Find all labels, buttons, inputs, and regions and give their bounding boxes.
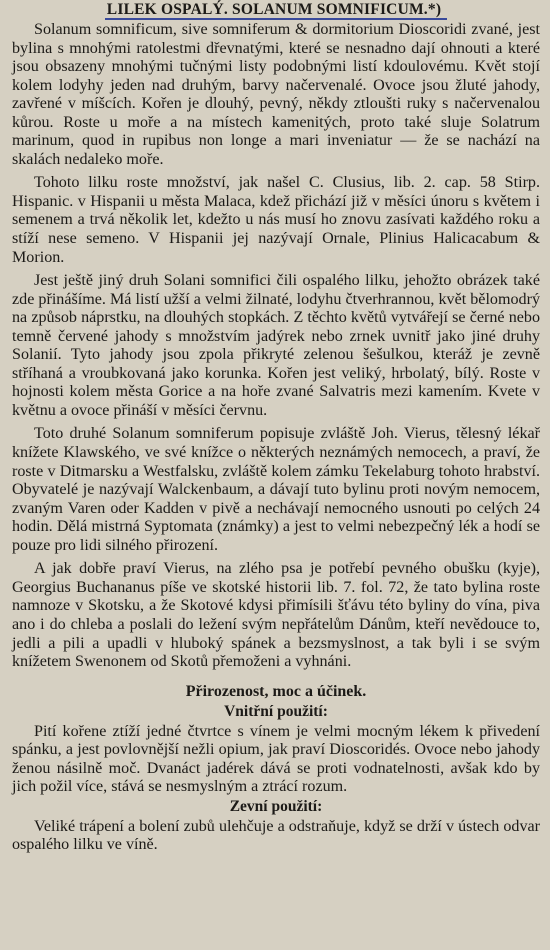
paragraph-clusius: Tohoto lilku roste množství, jak našel C. Clusius, lib. 2. cap. 58 Stirp. Hispanic. v Hispanii u města Malaca, kdež přichází již v měsíci únoru s květem i semenem a trvá několik let, kdežto u nás musí ho znovu zasívati každého roku a stíží nese semeno. V Hispanii jej nazývají Ornale, Plinius Halicacabum & Morion. xyxy=(12,174,540,266)
external-use-heading: Zevní použití: xyxy=(229,797,323,815)
external-use-text: Veliké trápení a bolení zubů ulehčuje a odstraňuje, když se drží v ústech odvar ospalého lilku ve víně. xyxy=(12,817,540,854)
paragraph-buchananus: A jak dobře praví Vierus, na zlého psa je potřebí pevného obušku (kyje), Georgius Buchananus píše ve skotské historii lib. 7. fol. 72, že tato bylina roste namnoze v Skotsku, a že Skotové kdysi přimísili šťávu této byliny do vína, piva ano i do chleba a poslali do ležení svým nepřátelům Dánům, kteří nevědouce to, jedli a pili a upadli v hluboký spánek a bezsmyslnost, a tak byli i se svým knížetem Swenonem od Skotů přemoženi a vyhnáni. xyxy=(12,560,540,671)
internal-use-heading: Vnitřní použití: xyxy=(224,702,328,720)
section-heading: Přirozenost, moc a účinek. xyxy=(185,682,367,700)
internal-use-text: Pití kořene ztíží jedné čtvrtce s vínem je velmi mocným lékem k přivedení spánku, a jest povlovnější nežli opium, jak praví Dioscoridés. Ovoce nebo jahody ženou násilně moč. Dvanáct jadérek dává se proti vodnatelnosti, avšak kdo by jich požil více, stává se nesmyslným a ztrácí rozum. xyxy=(12,722,540,796)
paragraph-description: Solanum somnificum, sive somniferum & dormitorium Dioscoridi zvané, jest bylina s mnohými ratolestmi dřevnatými, které se nesnadno dají ohnouti a které jsou obsazeny mnohými tučnými listy podobnými listí kdoulovému. Květ stojí kolem lodyhy jeden nad druhým, barvy načervenalé. Ovoce jsou žluté jahody, zavřené v míšcích. Kořen je dlouhý, pevný, někdy ztloušti ruky s načervenalou kůrou. Roste u moře a na místech kamenitých, proto také sluje Solatrum marinum, quod in rupibus non longe a mari inveniatur — že se nachází na skalách nedaleko moře. xyxy=(12,21,540,168)
paragraph-vierus: Toto druhé Solanum somniferum popisuje zvláště Joh. Vierus, tělesný lékař knížete Klawského, ve své knížce o některých neznámých nemocech, a praví, že roste v Ditmarsku a Westfalsku, zvláště kolem zámku Tekelaburg tohoto hrabství. Obyvatelé je nazývají Walckenbaum, a dávají tuto bylinu proti novým nemocem, zvaným Varen oder Kadden v pivě a nechávají nemocného usnouti po celých 24 hodin. Dělá mistrná Syptomata (známky) a jest to velmi nebezpečný lék a hodí se pouze pro lidi silného přirození. xyxy=(12,425,540,554)
article-title: LILEK OSPALÝ. SOLANUM SOMNIFICUM.*) xyxy=(12,0,540,21)
paragraph-second-species: Jest ještě jiný druh Solani somnifici čili ospalého lilku, jehožto obrázek také zde přinášíme. Má listí užší a velmi žilnaté, lodyhu čtverhrannou, květ bělomodrý na způsob náprstku, na dlouhých stopkách. Z těchto květů vytvářejí se černé nebo temně červené jahody s množstvím jadýrek nebo zrnek uvnitř jako jiné druhy Solanií. Tyto jahody jsou zpola přikryté zelenou šešulkou, kteráž je zevně stříhaná a vroubkovaná jako korunka. Kořen jest veliký, hrbolatý, bílý. Roste v hojnosti kolem města Gorice a na hoře zvané Salvatris mezi kamením. Kvete v květnu a ovoce přináší v měsíci červnu. xyxy=(12,272,540,419)
